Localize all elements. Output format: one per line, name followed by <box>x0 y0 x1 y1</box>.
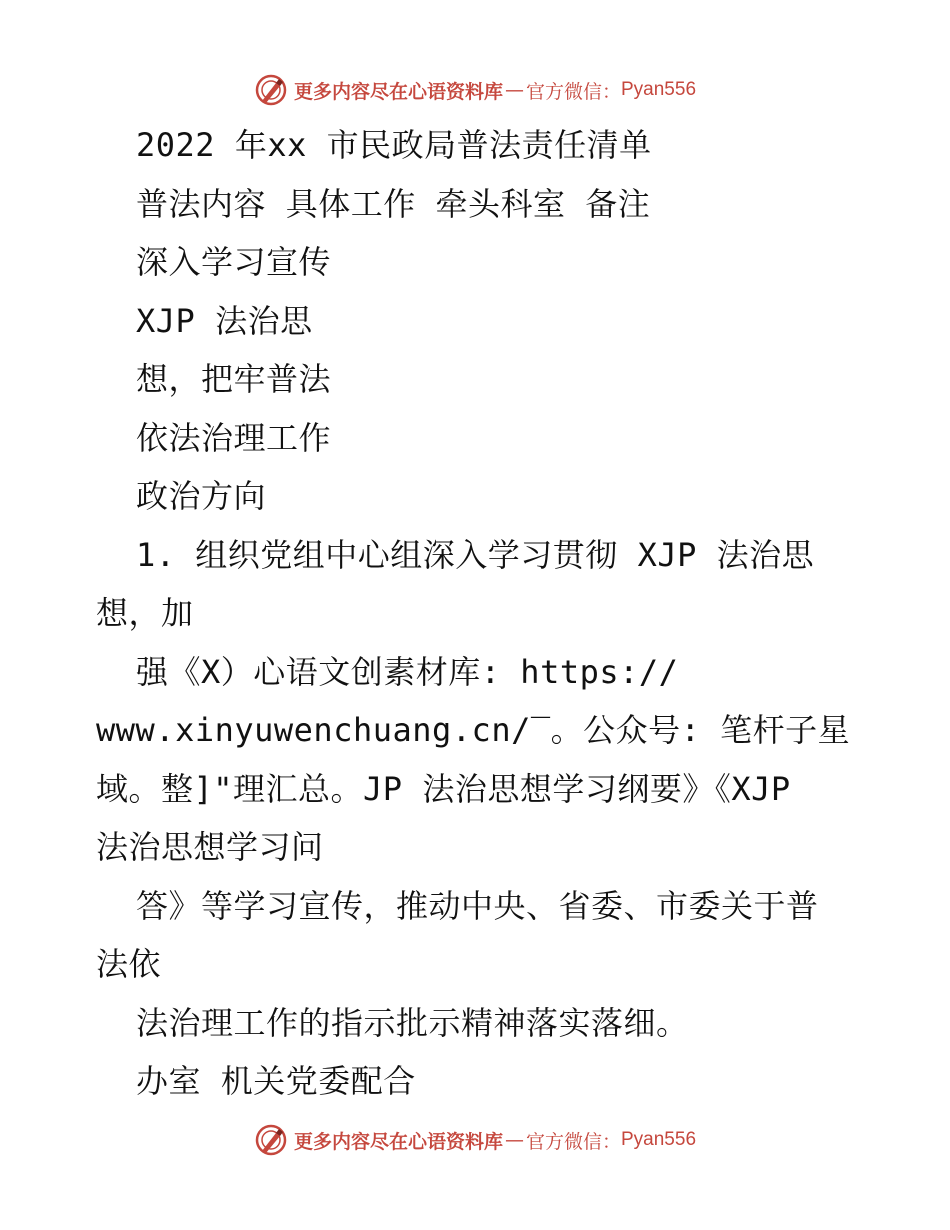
text-line: 办室 机关党委配合 <box>136 1062 416 1100</box>
text-line: www.xinyuwenchuang.cn/‾。公众号: 笔杆子星 <box>96 711 851 749</box>
watermark-wechat-id: Pyan556 <box>621 1129 697 1150</box>
watermark-brand: 更多内容尽在心语资料库 <box>293 80 503 103</box>
text-line: 1. 组织党组中心组深入学习贯彻 XJP 法治思 <box>136 535 815 574</box>
text-line: 2022 年xx 市民政局普法责任清单 <box>136 126 652 164</box>
text-line: 深入学习宣传 <box>136 243 332 281</box>
watermark-wechat-id: Pyan556 <box>621 79 697 100</box>
watermark-header <box>0 70 950 110</box>
text-line: 法治理工作的指示批示精神落实落细。 <box>136 1003 689 1042</box>
text-line: XJP 法治思 <box>136 301 313 340</box>
watermark-footer <box>0 1120 950 1160</box>
text-line: 强《X）心语文创素材库: https:// <box>136 652 679 691</box>
watermark-dash: — <box>504 79 524 101</box>
watermark-brand: 更多内容尽在心语资料库 <box>293 1130 503 1153</box>
text-line: 普法内容 具体工作 牵头科室 备注 <box>136 184 651 223</box>
text-line: 法依 <box>96 945 162 983</box>
pen-logo-icon <box>254 1123 288 1157</box>
watermark-official-label: 官方微信： <box>525 1130 621 1153</box>
document-body <box>96 116 866 1111</box>
text-line: 政治方向 <box>136 477 267 515</box>
text-line: 想，加 <box>96 594 194 632</box>
watermark-dash: — <box>504 1129 524 1151</box>
text-line: 想，把牢普法 <box>136 360 332 398</box>
text-line: 依法治理工作 <box>136 418 332 457</box>
text-line: 答》等学习宣传，推动中央、省委、市委关于普 <box>136 886 819 925</box>
text-line: 域。整]"理汇总。JP 法治思想学习纲要》《XJP <box>96 769 791 808</box>
pen-logo-icon <box>254 73 288 107</box>
watermark-official-label: 官方微信： <box>525 80 621 103</box>
text-line: 法治思想学习问 <box>96 828 324 866</box>
